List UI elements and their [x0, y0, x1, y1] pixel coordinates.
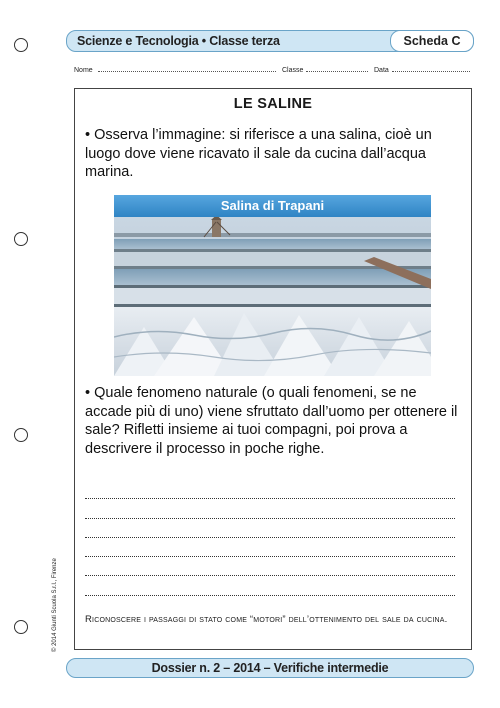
- answer-line[interactable]: [85, 538, 455, 557]
- answer-line[interactable]: [85, 576, 455, 595]
- instruction-paragraph-1: • Osserva l’immagine: si riferisce a una salina, cioè un luogo dove viene ricavato il sale da cucina dall’acqua marina.: [85, 127, 432, 180]
- class-label: Classe: [282, 67, 304, 74]
- name-field[interactable]: [98, 71, 276, 72]
- answer-line[interactable]: [85, 557, 455, 576]
- salt-pan-image: [114, 217, 431, 376]
- subject-label: Scienze e Tecnologia • Classe terza: [77, 34, 280, 48]
- photo-caption: Salina di Trapani: [114, 195, 431, 217]
- binder-hole-icon: [14, 428, 28, 442]
- sheet-label: Scheda C: [390, 30, 474, 52]
- footer-band: Dossier n. 2 – 2014 – Verifiche intermedie: [66, 658, 474, 678]
- instruction-paragraph-2: • Quale fenomeno naturale (o quali fenomeni, se ne accade più di uno) viene sfruttato dall’uomo per ottenere il sale? Rifletti insieme ai tuoi compagni, poi prova a descrivere il processo in poche righe.: [85, 385, 458, 457]
- page-title: LE SALINE: [233, 96, 313, 112]
- answer-line[interactable]: [85, 519, 455, 538]
- answer-lines[interactable]: [85, 480, 455, 596]
- class-field[interactable]: [306, 71, 368, 72]
- answer-line[interactable]: [85, 480, 455, 499]
- binder-hole-icon: [14, 620, 28, 634]
- date-field[interactable]: [392, 71, 470, 72]
- copyright-note: © 2014 Giunti Scuola S.r.l., Firenze: [52, 558, 58, 652]
- salt-pan-photo: [114, 195, 431, 376]
- answer-line[interactable]: [85, 499, 455, 518]
- learning-goal: Riconoscere i passaggi di stato come “motori” dell’ottenimento del sale da cucina.: [85, 614, 448, 625]
- header-band: [66, 30, 474, 52]
- date-label: Data: [374, 67, 389, 74]
- binder-hole-icon: [14, 38, 28, 52]
- name-label: Nome: [74, 67, 93, 74]
- binder-hole-icon: [14, 232, 28, 246]
